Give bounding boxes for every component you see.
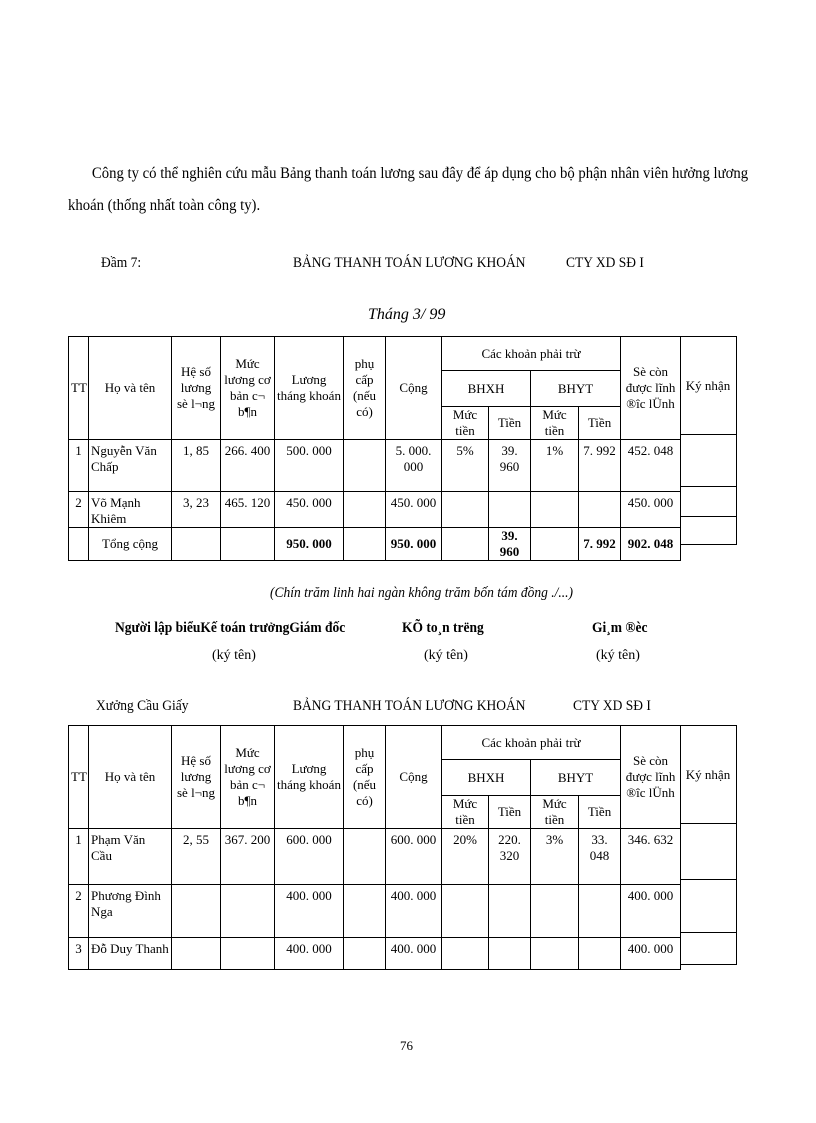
col-total: Cộng [386,337,442,440]
col-deductions: Các khoản phải trừ [442,337,621,371]
total-row: Tổng cộng 950. 000 950. 000 39. 960 7. 992 902. 048 [69,528,681,561]
col-bhyt-amount: Tiền [579,407,621,440]
col-allowance: phụ cấp (nếu có) [344,337,386,440]
page-number: 76 [400,1038,413,1053]
company-label-1: CTY XD SĐ I [566,255,644,271]
col-monthly: Lương tháng khoán [275,337,344,440]
signature-director: Gi¸m ®èc [592,620,648,636]
table-row: 3 Đỗ Duy Thanh 400. 000 400. 000 400. 000 [69,938,681,970]
col-bhyt-rate: Mức tiền [531,407,579,440]
col-bhxh-rate: Mức tiền [442,407,489,440]
table-row: 2 Võ Mạnh Khiêm 3, 23 465. 120 450. 000 450. 000 450. 000 [69,492,681,528]
sheet-title-1: BẢNG THANH TOÁN LƯƠNG KHOÁN [293,255,526,271]
col-coef: Hệ số lương sè l¬ng [172,337,221,440]
col-bhxh-amount: Tiền [489,407,531,440]
signature-chief-accountant: KÕ to¸n trëng [402,620,484,636]
table-row: 1 Nguyễn Văn Chấp 1, 85 266. 400 500. 000 5. 000. 000 5% 39. 960 1% 7. 992 452. 048 [69,440,681,492]
col-tt: TT [69,337,89,440]
col-bhyt: BHYT [531,371,621,407]
col-bhxh: BHXH [442,371,531,407]
table-row: 2 Phương Đình Nga 400. 000 400. 000 400. 000 [69,885,681,938]
sign-note-3: (ký tên) [596,648,640,663]
amount-in-words: (Chín trăm linh hai ngàn không trăm bốn tám đồng ./...) [270,585,574,601]
sign-column-2: Ký nhận [680,725,737,965]
col-remaining: Sè còn được lĩnh ®îc lÜnh [621,337,681,440]
sign-note-2: (ký tên) [424,648,468,663]
sheet-title-2: BẢNG THANH TOÁN LƯƠNG KHOÁN [293,698,526,714]
unit-label-2: Xưởng Cầu Giấy [96,698,189,714]
company-label-2: CTY XD SĐ I [573,698,651,714]
col-name: Họ và tên [89,337,172,440]
unit-label-1: Đầm 7: [101,255,142,271]
signature-preparer: Người lập biểuKế toán trưởngGiám đốc [115,620,346,636]
sign-note-1: (ký tên) [212,648,256,663]
intro-paragraph: Công ty có thể nghiên cứu mẫu Bảng thanh toán lương sau đây để áp dụng cho bộ phận nhân viên hưởng lương khoán (thống nhất toàn công ty). [68,165,749,214]
table-row: 1 Phạm Văn Cầu 2, 55 367. 200 600. 000 600. 000 20% 220. 320 3% 33. 048 346. 632 [69,829,681,885]
col-base: Mức lương cơ bản c¬ b¶n [221,337,275,440]
month-label: Tháng 3/ 99 [368,306,446,323]
payroll-table-2: TT Họ và tên Hệ số lương sè l¬ng Mức lương cơ bản c¬ b¶n Lương tháng khoán phụ cấp (nếu có) Cộng Các khoản phải trừ Sè còn được lĩnh ®îc lÜnh BHXH BHYT Mức tiền Tiền Mức tiền Tiền 1 Phạm Văn Cầu 2, 55 367. 200 600. 000 600. 000 20% 220. 320 3% 33. 048 346. 632 2 Phương Đình Nga 400. 000 400. 000 400. 000 3 Đỗ Duy Thanh 400. 000 400. 000 400. 000 [68,725,681,970]
payroll-table-1 [68,336,681,561]
sign-column-1: Ký nhận [680,336,737,545]
